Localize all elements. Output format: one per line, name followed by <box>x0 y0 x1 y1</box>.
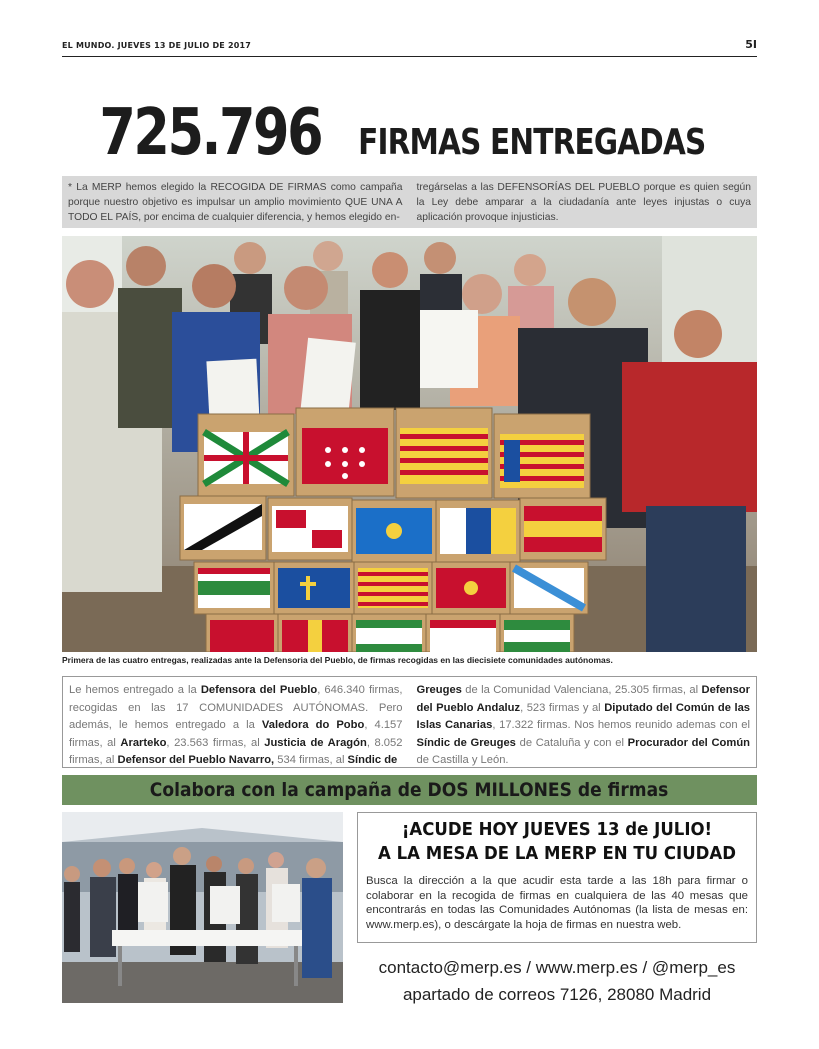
institution-name: Defensor del Pueblo Navarro, <box>117 754 275 766</box>
summary-text: de Castilla y León. <box>416 754 509 766</box>
page-number: 5I <box>745 38 757 51</box>
campaign-banner-text: Colabora con la campaña de DOS MILLONES de firmas <box>150 779 669 801</box>
photo-caption: Primera de las cuatro entregas, realizadas ante la Defensoria del Pueblo, de firmas recogidas en las diecisiete comunidades autónomas. <box>62 655 613 665</box>
summary-text: , 23.563 firmas, al <box>166 736 265 749</box>
summary-text: de la Comunidad Valenciana, 25.305 firmas, al <box>461 684 702 696</box>
institution-name: Arartеko <box>120 736 167 749</box>
summary-text: , 17.322 firmas. Nos hemos reunido ademas con el <box>492 719 750 731</box>
promo-title-1: ¡ACUDE HOY JUEVES 13 de JULIO! <box>401 819 713 840</box>
institution-name: Síndic de Greuges <box>416 736 516 749</box>
institution-name: Diputado del Común de las Islas Canarias <box>416 701 751 731</box>
institution-name: Síndic de <box>347 754 398 766</box>
institution-name: Defensor del Pueblo Andaluz <box>416 684 750 714</box>
institution-name: Defensora del Pueblo <box>200 684 318 696</box>
promo-body: Busca la dirección a la que acudir esta tarde a las 18h para firmar o colaborar en la recogida de firmas en cualquiera de las 40 mesas que encontrarás en todas las Comunidades Autónomas (la lista de mesas en: www.merp.es), o descárgate la hoja de firmas en nuestra web. <box>366 875 748 931</box>
intro-col-2: tregárselas a las DEFENSORÍAS DEL PUEBLO porque es quien según la Ley debe amparar a la ciudadanía ante leyes injustas o cuya aplicación provoque injusticias. <box>416 182 751 223</box>
headline <box>0 96 819 170</box>
summary-col-1 <box>69 682 403 766</box>
main-photo <box>62 236 757 652</box>
event-promo <box>357 812 757 943</box>
institution-name: Greuges <box>416 684 462 696</box>
intro-col-1: * La MERP hemos elegido la RECOGIDA DE FIRMAS como campaña porque nuestro objetivo es impulsar un amplio movimiento QUE UNA A TODO EL PAÍS, por encima de cualquier diferencia, y hemos elegido en- <box>68 182 403 223</box>
summary-text: de Cataluña y con el <box>515 736 628 749</box>
summary-col-2 <box>416 682 751 766</box>
institution-name: Justicia de Aragón <box>264 736 367 749</box>
summary-text: , 8.052 firmas, al <box>69 736 403 766</box>
institution-name: Procurador del Común <box>627 736 751 749</box>
summary-text: Le hemos entregado a la <box>69 684 201 696</box>
headline-number: 725.796 <box>99 96 322 170</box>
summary-text: , 523 firmas y al <box>520 701 605 714</box>
institution-name: Valedora do Pobo <box>261 719 365 731</box>
summary-text: , 4.157 firmas, al <box>69 719 403 749</box>
postal-address: apartado de correos 7126, 28080 Madrid <box>402 985 712 1004</box>
delivery-photo-illustration <box>62 236 757 652</box>
summary-text: 534 firmas, al <box>274 754 348 766</box>
contact-line: contacto@merp.es / www.merp.es / @merp_es <box>378 958 736 977</box>
headline-text: FIRMAS ENTREGADAS <box>358 122 706 163</box>
page-header <box>62 38 757 57</box>
intro-box <box>62 176 757 228</box>
newspaper-date: EL MUNDO. JUEVES 13 DE JULIO DE 2017 <box>62 41 252 50</box>
campaign-banner <box>62 775 757 805</box>
promo-title-2: A LA MESA DE LA MERP EN TU CIUDAD <box>378 843 736 864</box>
street-table-photo <box>62 812 343 1003</box>
delivery-summary <box>62 676 757 768</box>
summary-text: , 646.340 firmas, recogidas en las 17 COMUNIDADES AUTÓNOMAS. Pero además, le hemos entregado a la <box>69 684 403 731</box>
signature-table-photo-illustration <box>62 812 343 1003</box>
